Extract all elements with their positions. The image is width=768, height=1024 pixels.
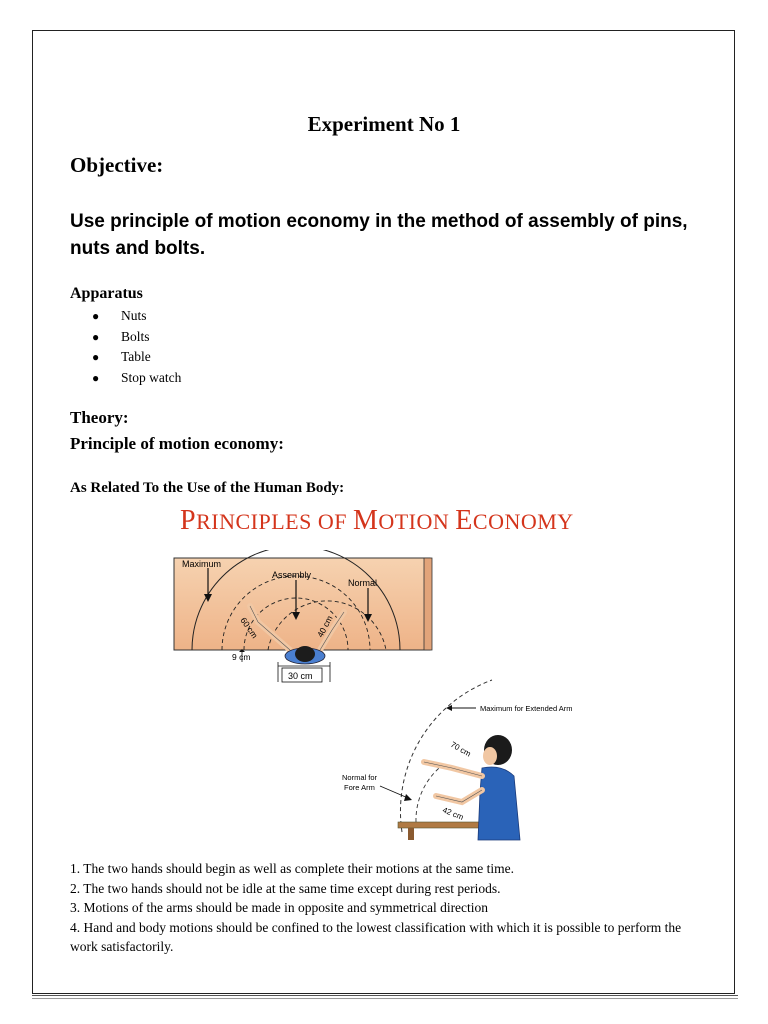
bullet-icon: ● xyxy=(92,350,100,364)
list-item xyxy=(92,368,181,389)
figure-title-part: CONOMY xyxy=(472,509,574,534)
person-face xyxy=(483,747,497,765)
label-60cm: 60 cm xyxy=(238,615,260,641)
figure-title-part: E xyxy=(455,505,473,536)
forearm xyxy=(436,790,482,802)
figure-title-part: OTION xyxy=(378,509,456,534)
label-assembly: Assembly xyxy=(272,570,312,580)
table-top xyxy=(398,822,480,828)
work-area-top-view-illustration xyxy=(172,550,434,690)
apparatus-heading: Apparatus xyxy=(70,285,143,302)
figure-title-part: M xyxy=(352,505,379,536)
bullet-icon: ● xyxy=(92,309,100,323)
bullet-icon: ● xyxy=(92,370,100,385)
objective-heading: Objective: xyxy=(70,153,164,177)
figure-title-part: P xyxy=(180,505,197,536)
label-40cm: 40 cm xyxy=(314,613,335,639)
label-normal-forearm-2: Fore Arm xyxy=(344,783,375,792)
apparatus-item: Stop watch xyxy=(121,369,182,385)
forearm-pointer-arrowhead xyxy=(404,794,412,801)
label-maximum: Maximum xyxy=(182,559,222,569)
list-item xyxy=(92,306,181,327)
label-normal: Normal xyxy=(348,578,378,588)
apparatus-item: Nuts xyxy=(121,308,147,323)
figure-title xyxy=(180,505,574,537)
list-item xyxy=(92,327,181,348)
theory-heading: Theory: xyxy=(70,408,129,427)
principle-rule: 3. Motions of the arms should be made in opposite and symmetrical direction xyxy=(70,900,489,915)
label-normal-forearm-1: Normal for xyxy=(342,773,378,782)
principle-rule: 2. The two hands should not be idle at the same time except during rest periods. xyxy=(70,880,501,896)
table-leg xyxy=(408,828,414,840)
forearm-pointer xyxy=(380,786,408,798)
figure-title-part: RINCIPLES OF xyxy=(196,509,353,534)
apparatus-item: Bolts xyxy=(121,328,150,344)
principle-rule: 4. Hand and body motions should be confined to the lowest classification with which it is possible to perform the work satisfactorily. xyxy=(70,919,682,954)
apparatus-list xyxy=(92,306,181,388)
forearm-arc xyxy=(416,764,444,822)
label-9cm: 9 cm xyxy=(232,652,251,662)
person-head xyxy=(295,646,315,662)
person-body xyxy=(478,767,520,840)
principle-heading: Principle of motion economy: xyxy=(70,434,284,453)
bullet-icon: ● xyxy=(92,329,100,344)
label-30cm: 30 cm xyxy=(288,671,313,681)
list-item xyxy=(92,347,181,368)
label-42cm: 42 cm xyxy=(441,805,465,823)
footer-rule xyxy=(32,995,738,999)
principle-rule: 1. The two hands should begin as well as complete their motions at the same time. xyxy=(70,861,515,876)
related-heading: As Related To the Use of the Human Body: xyxy=(70,480,345,496)
label-max-extended: Maximum for Extended Arm xyxy=(480,704,573,713)
principles-list xyxy=(70,859,710,957)
apparatus-item: Table xyxy=(121,349,151,364)
page-title: Experiment No 1 xyxy=(307,112,461,136)
objective-text: Use principle of motion economy in the method of assembly of pins, nuts and bolts. xyxy=(70,211,688,259)
label-70cm: 70 cm xyxy=(449,739,473,759)
table-edge xyxy=(424,558,432,650)
arm-reach-side-view-illustration xyxy=(332,672,618,842)
